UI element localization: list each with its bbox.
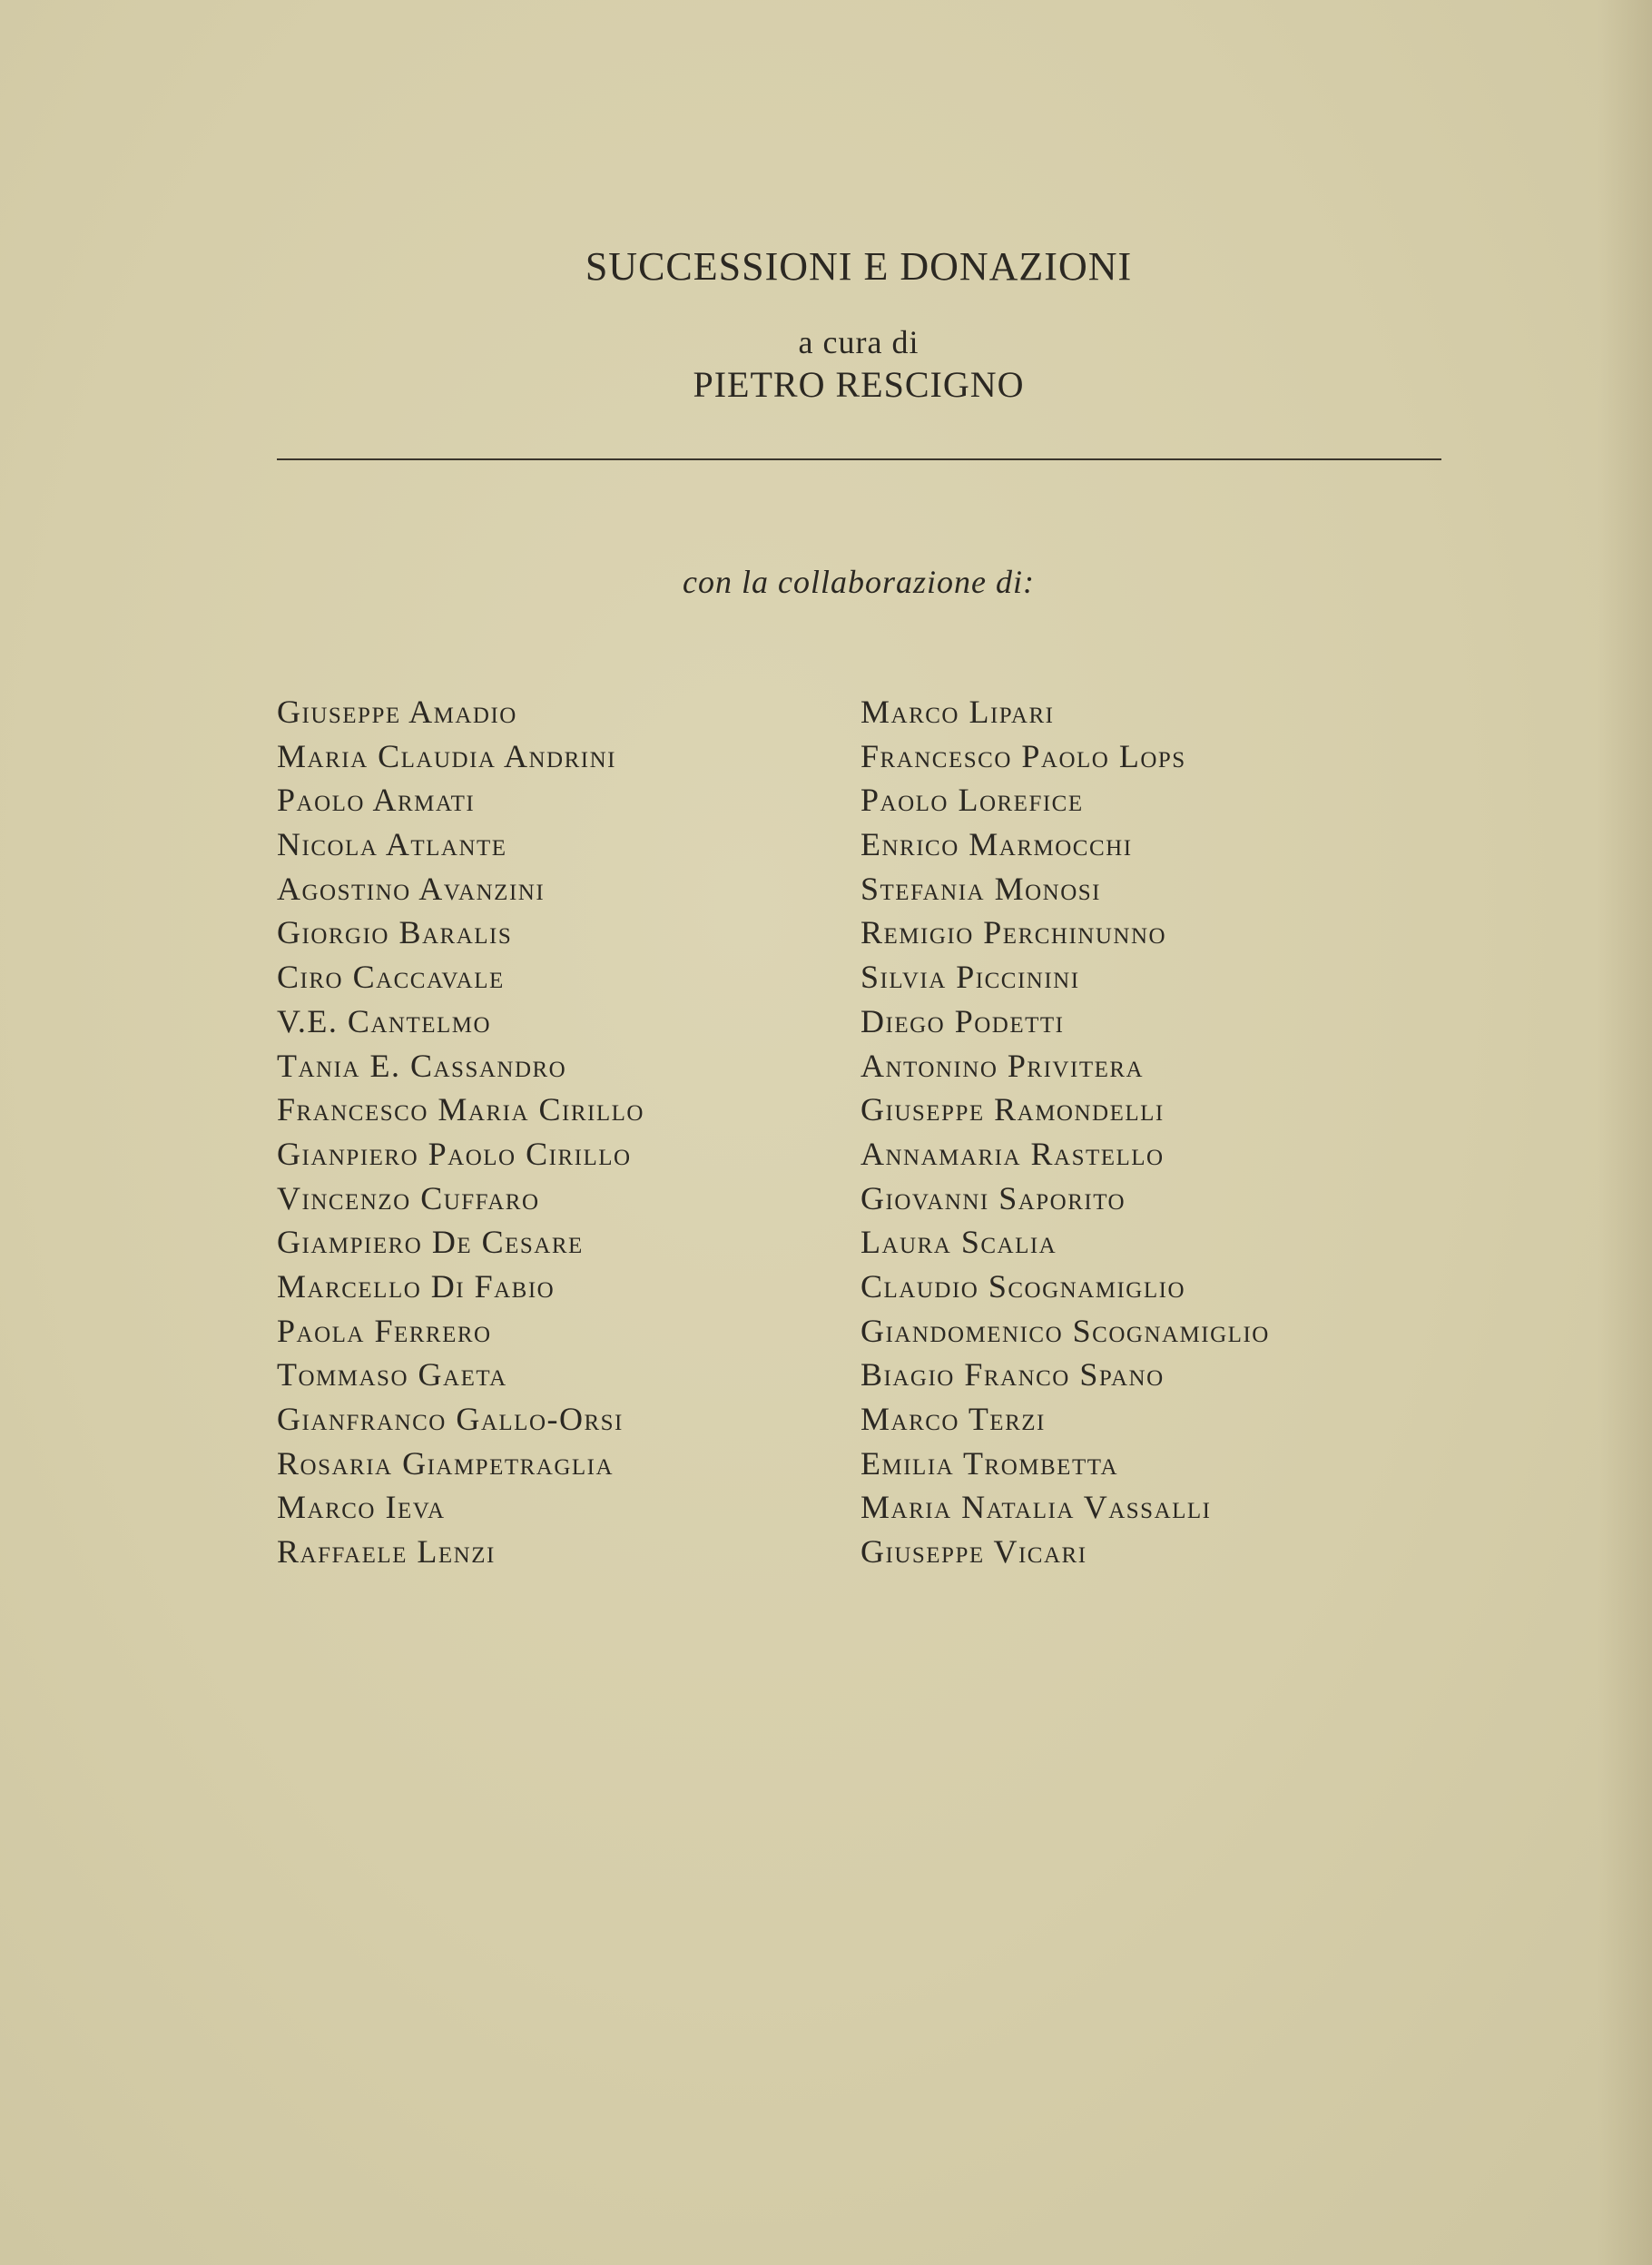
contributor-name: Francesco Paolo Lops [860, 737, 1186, 774]
contributor-name: Laura Scalia [860, 1224, 1057, 1261]
contributor-name: Stefania Monosi [860, 870, 1102, 907]
contributor-name: Tommaso Gaeta [277, 1356, 507, 1393]
contributor-name: Giuseppe Ramondelli [860, 1091, 1165, 1128]
contributor-name: Remigio Perchinunno [860, 914, 1167, 951]
contributor-name: V.E. Cantelmo [277, 1002, 492, 1039]
contributor-name: Agostino Avanzini [277, 870, 546, 907]
contributor-name: Giampiero De Cesare [277, 1224, 584, 1261]
contributor-name: Giuseppe Vicari [860, 1533, 1087, 1571]
contributor-name: Gianpiero Paolo Cirillo [277, 1135, 632, 1172]
contributor-name: Gianfranco Gallo-Orsi [277, 1401, 624, 1437]
contributors-list-right [860, 690, 1270, 1574]
contributor-name: Giorgio Baralis [277, 914, 513, 951]
contributor-name: Raffaele Lenzi [277, 1533, 496, 1571]
contributor-name: Marcello Di Fabio [277, 1267, 556, 1305]
page-subtitle: a cura di [798, 324, 919, 360]
contributor-name: Enrico Marmocchi [860, 826, 1133, 863]
collaboration-label: con la collaborazione di: [683, 564, 1035, 600]
contributor-name: Tania E. Cassandro [277, 1047, 567, 1084]
contributor-name: Vincenzo Cuffaro [277, 1179, 540, 1216]
contributor-name: Maria Natalia Vassalli [860, 1489, 1212, 1526]
page-title: SUCCESSIONI E DONAZIONI [585, 244, 1133, 289]
contributor-name: Paolo Lorefice [860, 782, 1084, 819]
contributor-name: Biagio Franco Spano [860, 1356, 1165, 1393]
contributor-name: Claudio Scognamiglio [860, 1267, 1185, 1305]
contributor-name: Giandomenico Scognamiglio [860, 1312, 1270, 1349]
contributor-name: Marco Terzi [860, 1401, 1046, 1437]
contributor-name: Giovanni Saporito [860, 1179, 1126, 1216]
contributor-name: Maria Claudia Andrini [277, 737, 616, 774]
contributor-name: Antonino Privitera [860, 1047, 1145, 1084]
contributor-name: Marco Ieva [277, 1489, 446, 1526]
contributor-name: Giuseppe Amadio [277, 694, 517, 730]
editor-name: PIETRO RESCIGNO [693, 364, 1025, 405]
contributor-name: Paola Ferrero [277, 1312, 492, 1349]
contributor-name: Diego Podetti [860, 1002, 1065, 1039]
contributor-name: Marco Lipari [860, 694, 1055, 730]
contributor-name: Ciro Caccavale [277, 959, 505, 996]
contributor-name: Emilia Trombetta [860, 1444, 1119, 1482]
contributor-name: Rosaria Giampetraglia [277, 1444, 615, 1482]
contributors-list-left [277, 690, 644, 1574]
horizontal-divider [277, 458, 1441, 460]
contributor-name: Paolo Armati [277, 782, 476, 819]
contributor-name: Silvia Piccinini [860, 959, 1080, 996]
contributor-name: Francesco Maria Cirillo [277, 1091, 644, 1128]
contributor-name: Annamaria Rastello [860, 1135, 1165, 1172]
contributor-name: Nicola Atlante [277, 826, 507, 863]
